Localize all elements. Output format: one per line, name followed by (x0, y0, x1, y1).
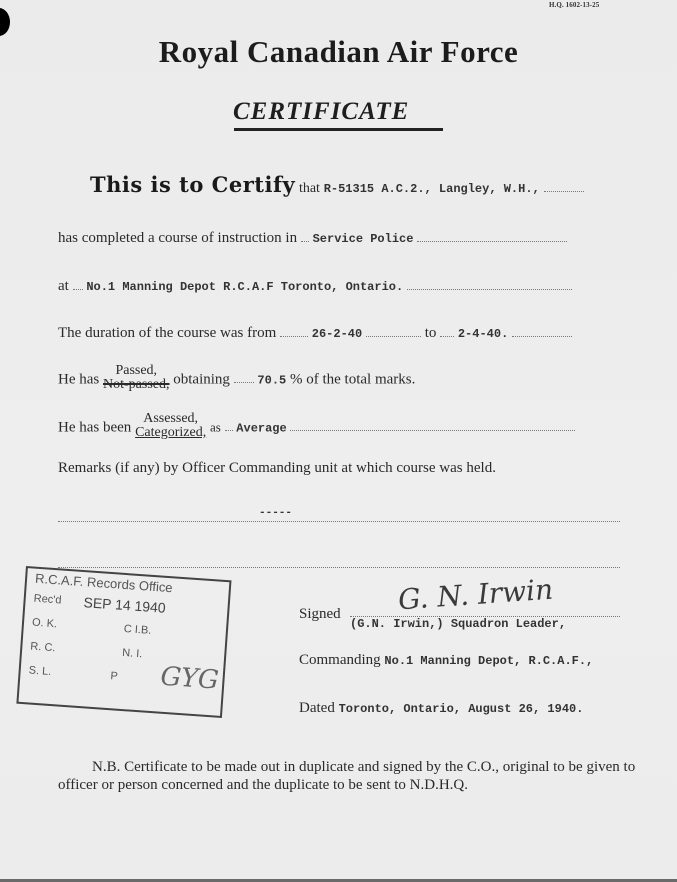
dotted-fill (407, 288, 572, 290)
commanding-label: Commanding (299, 652, 381, 668)
remarks-label: Remarks (if any) by Officer Commanding unit at which course was held. (58, 460, 496, 476)
dotted-fill (225, 429, 233, 431)
as-label: as (209, 419, 221, 435)
stamp-recd-label: Rec'd (33, 592, 62, 607)
stamp-row2-left: R. C. (29, 640, 56, 655)
percent-suffix: % of the total marks. (289, 371, 416, 388)
page-title: Royal Canadian Air Force (158, 34, 519, 69)
dotted-fill (290, 429, 575, 431)
duration-line (58, 325, 572, 342)
location-field: No.1 Manning Depot R.C.A.F Toronto, Ontario. (86, 280, 404, 294)
location-label: at (58, 278, 69, 294)
course-label: has completed a course of instruction in (58, 230, 298, 246)
signatory-typed: (G.N. Irwin,) Squadron Leader, (350, 617, 567, 631)
records-office-stamp (16, 566, 231, 718)
stamp-row1-left: O. K. (31, 616, 58, 631)
stamp-initials: GYG (159, 661, 220, 696)
certify-lead: This is to Certify (90, 172, 296, 197)
duration-from-field: 26-2-40 (311, 327, 363, 341)
stamp-row3-right: P (110, 670, 119, 683)
dotted-fill (512, 335, 572, 337)
result-options (103, 364, 170, 392)
stamp-date: SEP 14 1940 (83, 594, 167, 616)
dotted-fill (73, 288, 83, 290)
punch-hole (0, 8, 10, 36)
assessment-field: Average (236, 421, 287, 436)
duration-label: The duration of the course was from (58, 325, 277, 341)
result-label: He has (58, 371, 100, 388)
heading-underline (234, 128, 443, 131)
course-field: Service Police (312, 232, 414, 246)
option-passed: Passed, (115, 363, 158, 378)
remarks-field: ----- (259, 507, 293, 519)
obtaining-label: obtaining (173, 371, 230, 388)
dotted-fill (440, 335, 454, 337)
stamp-row2-right: N. I. (121, 646, 143, 661)
commanding-field: No.1 Manning Depot, R.C.A.F., (384, 654, 594, 668)
certify-line (90, 172, 584, 197)
handwritten-signature: G. N. Irwin (397, 572, 555, 617)
dotted-fill (417, 240, 567, 242)
assessment-line (58, 411, 575, 442)
stamp-row1-right: C I.B. (123, 622, 152, 637)
footnote: N.B. Certificate to be made out in duplicate and signed by the C.O., original to be given to officer or person concerned and the duplicate to be sent to N.D.H.Q. (58, 759, 636, 793)
recipient-field: R-51315 A.C.2., Langley, W.H., (323, 182, 540, 196)
dotted-fill (234, 381, 254, 383)
result-line (58, 363, 416, 394)
percent-field: 70.5 (257, 373, 287, 388)
form-code: H.Q. 1602-13-25 (549, 1, 600, 9)
dotted-fill (544, 190, 584, 192)
dated-field: Toronto, Ontario, August 26, 1940. (338, 702, 584, 716)
assessment-label: He has been (58, 419, 132, 436)
that-label: that (298, 181, 320, 196)
option-categorized: Categorized, (135, 425, 207, 440)
option-not-passed: Not-passed, (103, 377, 170, 392)
option-assessed: Assessed, (143, 411, 199, 426)
dotted-fill (280, 335, 308, 337)
location-line (58, 278, 572, 295)
stamp-row3-left: S. L. (28, 664, 52, 679)
dotted-fill (301, 240, 309, 242)
remarks-rule-2 (58, 567, 620, 568)
duration-to-label: to (424, 325, 437, 341)
course-line (58, 230, 567, 247)
duration-to-field: 2-4-40. (457, 327, 509, 341)
assessment-options (135, 412, 206, 440)
certificate-heading: CERTIFICATE (233, 98, 410, 125)
signed-label: Signed (299, 606, 341, 622)
dotted-fill (366, 335, 421, 337)
commanding-line (299, 652, 593, 669)
stamp-office: R.C.A.F. Records Office (34, 570, 174, 596)
dated-label: Dated (299, 700, 335, 716)
dated-line (299, 700, 583, 717)
remarks-rule-1 (58, 521, 620, 522)
